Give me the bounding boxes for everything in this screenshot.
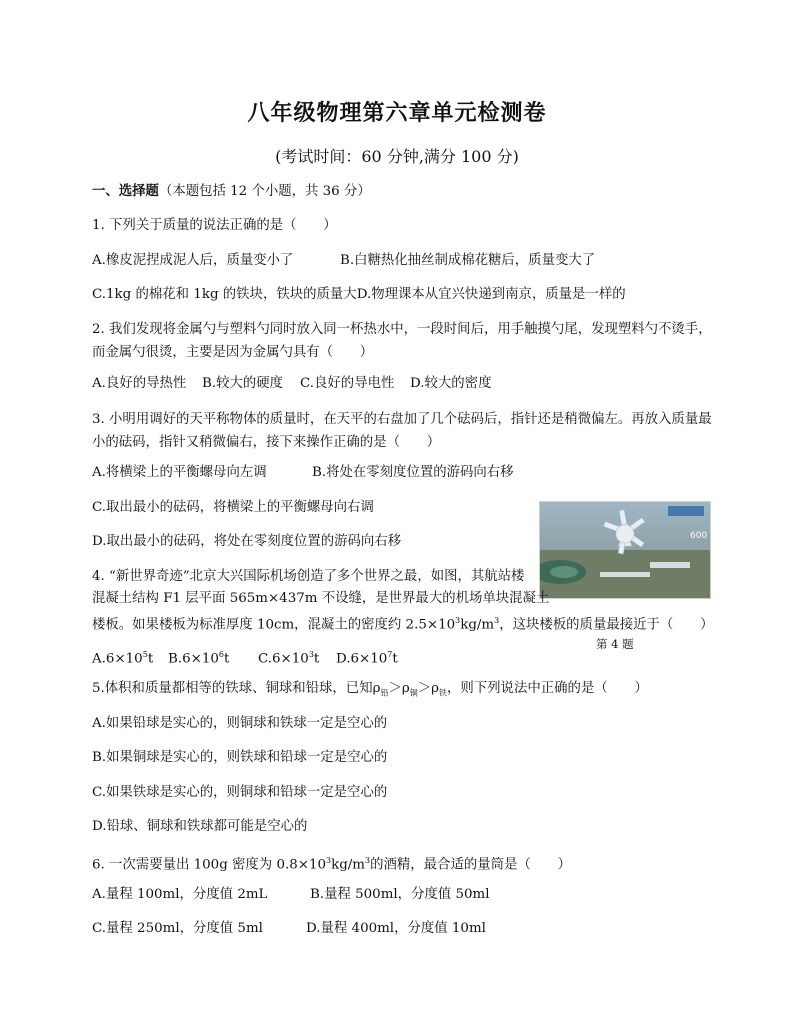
figure-label: 600 [690,531,708,541]
q4-option-b: $B.6\times 10^6t$ [168,650,230,667]
page-subtitle: (考试时间：60 分钟,满分 100 分) [275,147,519,166]
q4-line3-end: ，这块楼板的质量最接近于（ ） [499,617,714,633]
q2-stem: 2. 我们发现将金属勺与塑料勺同时放入同一杯热水中，一段时间后，用手触摸勺尾，发现塑料勺不烫手，而金属勺很烫，主要是因为金属勺具有（ ） [92,322,712,360]
q6-options-row2 [92,919,486,939]
q2-option-c: C.良好的导电性 [300,376,395,391]
q6-options-row1 [92,885,490,905]
q1-options-row2 [92,285,626,305]
q1-option-c: C.1kg 的棉花和 1kg 的铁块，铁块的质量大 [92,287,357,302]
q5-option-b: B.如果铜球是实心的，则铁球和铅球一定是空心的 [92,750,388,765]
q5-stem: 5.体积和质量都相等的铁球、铜球和铅球，已知$\rho_铅>\rho_铜>\rho_铁$，则下列说法中正确的是（ ） [92,681,648,698]
q5-option-c: C.如果铁球是实心的，则铜球和铅球一定是空心的 [92,785,388,800]
q6-option-c: C.量程 250ml，分度值 5ml [92,921,263,936]
q2-option-b: B.较大的硬度 [202,376,284,391]
q2-options [92,374,491,394]
q6-stem: 6. 一次需要量出 100g 密度为 $0.8\times 10^3kg/m^3$的酒精，最合适的量筒是（ ） [92,856,571,873]
section-heading [92,181,371,202]
q4-line3 [92,611,713,635]
q1-stem: 1. 下列关于质量的说法正确的是（ ） [92,218,337,233]
q3-option-b: B.将处在零刻度位置的游码向右移 [312,465,514,480]
q6-option-b: B.量程 500ml，分度值 50ml [310,887,490,902]
q3-option-c: C.取出最小的砝码，将横梁上的平衡螺母向右调 [92,500,374,515]
q4-line1: 4. “新世界奇迹”北京大兴国际机场创造了多个世界之最，如图，其航站楼 [92,569,525,584]
figure-caption: 第 4 题 [596,637,634,651]
q4-option-c: $C.6\times 10^3t$ [258,650,320,667]
q2-option-a: A.良好的导热性 [92,376,187,391]
airport-figure [539,501,711,599]
q4-line3-text: 楼板。如果楼板为标准厚度 10cm，混凝土的密度约 2.5×10 [92,617,456,633]
q6-option-d: D.量程 400ml，分度值 10ml [306,921,486,936]
q4-option-a: $A.6\times 10^5t$ [92,650,154,667]
q5-option-d: D.铅球、铜球和铁球都可能是空心的 [92,819,308,834]
q1-option-d: D.物理课本从宜兴快递到南京，质量是一样的 [356,287,626,302]
q1-options-row1 [92,251,595,271]
q3-stem: 3. 小明用调好的天平称物体的质量时，在天平的右盘加了几个砝码后，指针还是稍微偏左。再放入质量最小的砝码，指针又稍微偏右，接下来操作正确的是（ ） [92,412,712,450]
section-title: 一、选择题 [92,183,159,199]
q3-option-d: D.取出最小的砝码，将处在零刻度位置的游码向右移 [92,534,402,549]
q2-option-d: D.较大的密度 [410,376,492,391]
q4-exp: 3 [455,616,461,625]
q4-unit: kg/m [460,617,495,633]
q4-unit-exp: 3 [494,616,500,625]
q4-option-d: $D.6\times 10^7t$ [336,650,398,667]
q4-options [92,645,398,669]
q5-option-a: A.如果铅球是实心的，则铜球和铁球一定是空心的 [92,716,388,731]
airport-image [540,502,710,598]
q4-line2: 混凝土结构 F1 层平面 565m×437m 不设缝，是世界最大的机场单块混凝土 [92,591,550,606]
q1-option-a: A.橡皮泥捏成泥人后，质量变小了 [92,253,294,268]
q3-option-a: A.将横梁上的平衡螺母向左调 [92,465,267,480]
q1-option-b: B.白糖热化抽丝制成棉花糖后，质量变大了 [340,253,596,268]
q6-option-a: A.量程 100ml，分度值 2mL [92,887,268,902]
q3-options-row1 [92,463,514,483]
page-title: 八年级物理第六章单元检测卷 [247,100,547,126]
section-note: （本题包括 12 个小题，共 36 分） [158,184,371,199]
